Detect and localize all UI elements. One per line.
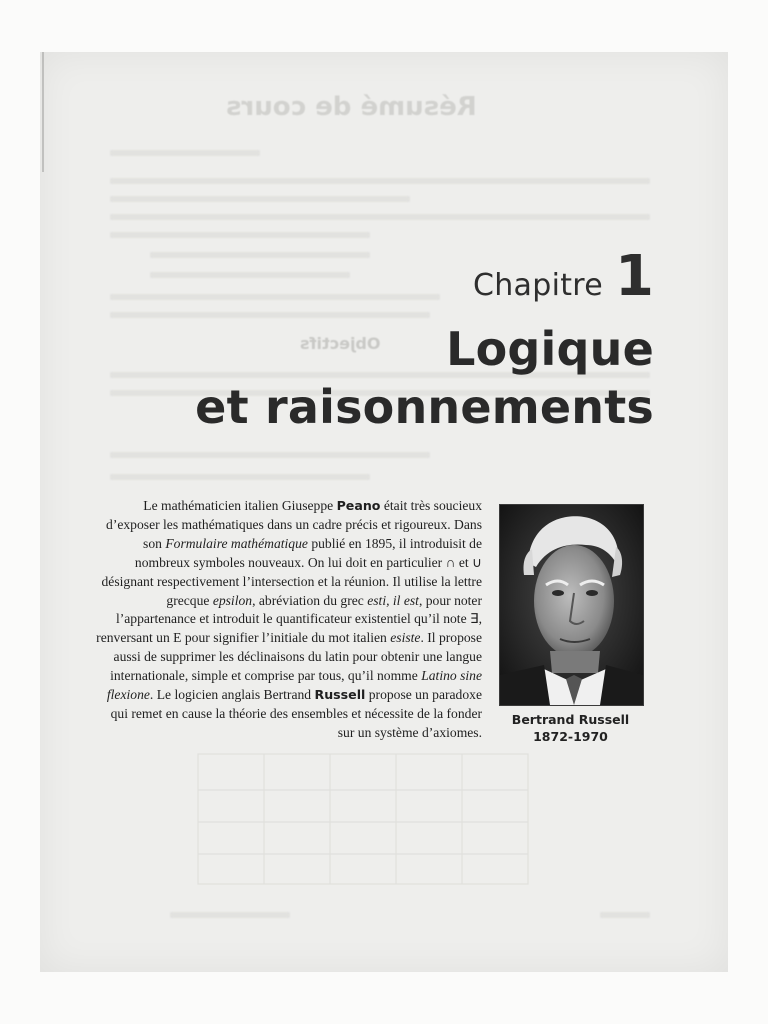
show-through-objectives: Objectifs xyxy=(300,334,381,353)
intro-text: était très soucieux d’exposer les mathématiques dans un cadre précis et rigoureux. Dans son xyxy=(106,498,482,551)
intro-text: , abréviation du grec xyxy=(252,592,368,608)
intro-text: . Le logicien anglais Bertrand xyxy=(149,687,315,703)
intro-text: propose un paradoxe qui remet en cause la théorie des ensembles et nécessite de la fonder sur un système d’axiomes. xyxy=(110,687,482,740)
show-through-line xyxy=(110,232,370,238)
chapter-word: Chapitre xyxy=(473,268,604,303)
intro-text: publié en 1895, il introduisit de nombreux symboles nouveaux. On lui doit en particulier ∩ et ∪ désignant respectivement l’intersection et la réunion. Il utilise la lettre grecque xyxy=(101,535,482,608)
show-through-line xyxy=(110,196,410,202)
show-through-heading: Résumé de cours xyxy=(226,92,477,122)
name-russell: Russell xyxy=(314,687,366,703)
show-through-line xyxy=(170,912,290,918)
show-through-line xyxy=(150,272,350,278)
chapter-title-line-2: et raisonnements xyxy=(195,380,654,434)
caption-years: 1872-1970 xyxy=(533,729,608,744)
chapter-label xyxy=(473,244,654,309)
chapter-number: 1 xyxy=(615,244,654,309)
page-edge-shadow xyxy=(42,52,44,172)
term-epsilon: epsilon xyxy=(212,592,253,608)
chapter-title-line-1: Logique xyxy=(446,322,654,376)
title-formulaire: Formulaire mathématique xyxy=(165,535,308,551)
show-through-line xyxy=(110,474,370,480)
chapter-title xyxy=(195,320,654,436)
show-through-line xyxy=(150,252,370,258)
caption-name: Bertrand Russell xyxy=(511,712,630,727)
intro-text: Le mathématicien italien Giuseppe xyxy=(143,498,337,513)
show-through-line xyxy=(110,150,260,156)
show-through-line xyxy=(600,912,650,918)
show-through-line xyxy=(110,178,650,184)
show-through-line xyxy=(110,312,430,318)
show-through-line xyxy=(110,452,430,458)
show-through-line xyxy=(110,294,440,300)
portrait-caption xyxy=(499,711,642,745)
term-esti: esti, il est xyxy=(367,592,419,608)
name-peano: Peano xyxy=(336,498,381,513)
term-latino: Latino sine flexione xyxy=(106,668,482,703)
portrait-image xyxy=(500,505,643,705)
term-esiste: esiste xyxy=(390,630,421,646)
intro-text: . Il propose aussi de supprimer les déclinaisons du latin pour obtenir une langue internationale, simple et comprise par tous, qu’il nomme xyxy=(110,630,482,684)
intro-paragraph xyxy=(96,497,482,743)
show-through-line xyxy=(110,214,650,220)
intro-text: , pour noter l’appartenance et introduit le quantificateur existentiel qu’il note ∃, renversant un E pour signifier l’initiale du mot italien xyxy=(96,592,482,646)
portrait-photo xyxy=(499,504,644,706)
